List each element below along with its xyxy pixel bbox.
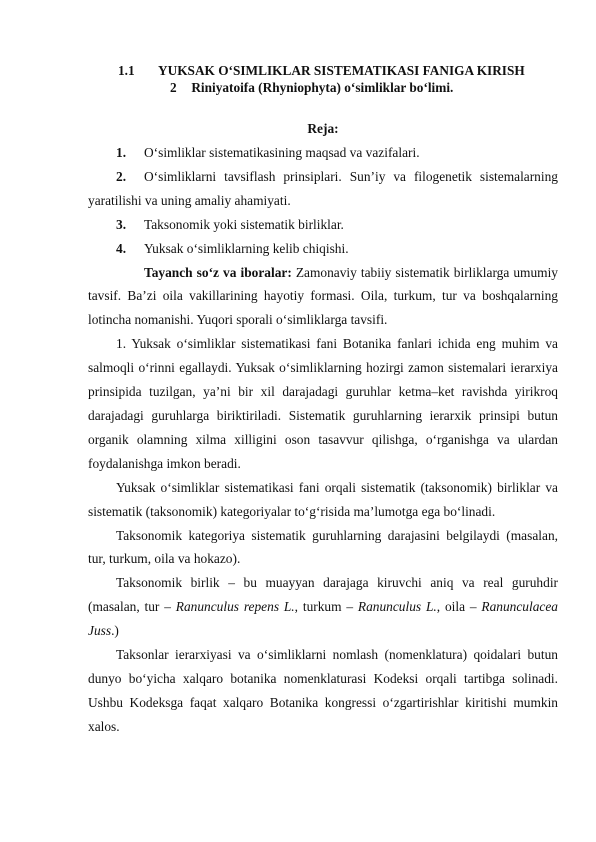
p4-text-e: , oila – [436, 599, 482, 615]
p4-text-a: Taksonomik birlik – bu muayyan darajaga kiruvchi aniq va real guruhdir (masalan, tur – [88, 575, 558, 615]
species-name: Ranunculus repens L. [175, 599, 295, 615]
chapter-number: 1.1 [118, 63, 135, 78]
document-page [88, 62, 558, 739]
section-heading [88, 79, 558, 96]
plan-title: Reja: [307, 121, 339, 136]
plan-item-text: Taksonomik yoki sistematik birliklar. [144, 216, 344, 232]
plan-item-text: Yuksak o‘simliklarning kelib chiqishi. [144, 240, 349, 256]
section-number: 2 [170, 80, 177, 95]
plan-item-text: O‘simliklarni tavsiflash prinsiplari. Sun’iy va filogenetik sistemalarning yaratilishi va uning amaliy ahamiyati. [88, 168, 558, 208]
section-title: Riniyatoifa (Rhyniophyta) o‘simliklar bo‘limi. [191, 80, 454, 95]
plan-item-number: 1. [116, 145, 127, 160]
plan-item-number: 4. [116, 240, 127, 256]
plan-item-text: O‘simliklar sistematikasining maqsad va vazifalari. [144, 145, 420, 160]
plan-list [88, 141, 558, 261]
genus-name: Ranunculus L. [357, 599, 437, 615]
keywords-text: Zamonaviy tabiiy sistematik birliklarga umumiy tavsif. Ba’zi oila vakillarining hayotiy formasi. Oila, turkum, tur va boshqalarning lotincha nomanishi. Yuqori sporali o‘simliklarga tavsifi. [88, 264, 558, 328]
p4-text-g: .) [111, 623, 119, 639]
body-paragraph-5: Taksonlar ierarxiyasi va o‘simliklarni nomlash (nomenklatura) qoidalari butun dunyo bo‘yicha xalqaro botanika nomenklaturasi Kodeksi orqali tartibga solinadi. Ushbu Kodeksga faqat xalqaro Botanika kongressi o‘zgartirishlar kiritishi mumkin xalos. [88, 647, 558, 734]
plan-item [88, 237, 558, 261]
plan-item-number: 3. [116, 216, 127, 232]
plan-item-number: 2. [116, 168, 127, 184]
body-paragraph-3: Taksonomik kategoriya sistematik guruhlarning darajasini belgilaydi (masalan, tur, turkum, oila va hokazo). [88, 527, 558, 567]
plan-item [88, 141, 558, 165]
family-name: Ranunculacea Juss [88, 599, 559, 639]
chapter-heading [88, 62, 558, 79]
p4-text-c: , turkum – [294, 599, 358, 615]
body-paragraph-1: 1. Yuksak o‘simliklar sistematikasi fani Botanika fanlari ichida eng muhim va salmoqli o‘rinni egallaydi. Yuksak o‘simliklarning hozirgi zamon sistemalari ierarxiya prinsipida tuzilgan, ya’ni bir xil darajadagi guruhlar ketma–ket ravishda yirikroq darajadagi guruhlarga biriktiriladi. Sistematik guruhlarning ierarxik prinsipi butun organik olamning xilma xilligini oson tasavvur qilishga, o‘rganishga va ulardan foydalanishga imkon beradi. [88, 336, 558, 471]
plan-item [88, 165, 558, 213]
body-paragraph-4 [88, 571, 558, 643]
plan-item [88, 213, 558, 237]
keywords-label: Tayanch so‘z va iboralar: [144, 264, 292, 280]
keywords-paragraph [88, 261, 558, 333]
chapter-title: YUKSAK O‘SIMLIKLAR SISTEMATIKASI FANIGA KIRISH [158, 63, 525, 78]
body-paragraph-2: Yuksak o‘simliklar sistematikasi fani orqali sistematik (taksonomik) birliklar va sistematik (taksonomik) kategoriyalar to‘g‘risida ma’lumotga ega bo‘linadi. [88, 479, 558, 519]
